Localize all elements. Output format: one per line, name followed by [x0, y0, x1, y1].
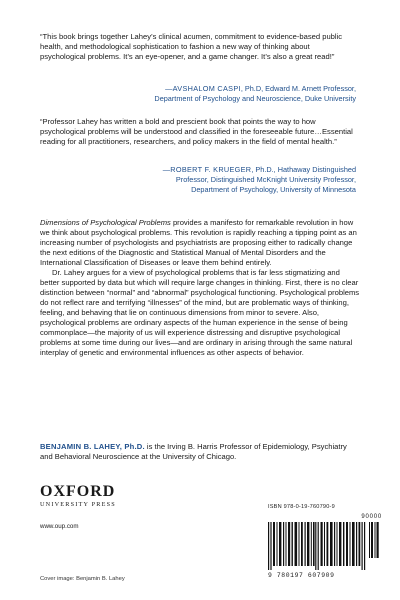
paragraph-text: provides a manifesto for remarkable revolution in how we think about psychological problems. This revolution is rapidly reaching a tipping point as an increasing number of psychologists and psychiatrists are proposing either to radically change the next editions of the Diagnostic and Statistical Manual of Mental Disorders and the International Classification of Diseases or leave them behind entirely. [40, 218, 357, 267]
quote-caspi [40, 32, 355, 62]
attribution-name: —ROBERT F. KRUEGER [162, 165, 252, 174]
author-bio [40, 442, 360, 462]
description [40, 218, 360, 358]
book-title: Dimensions of Psychological Problems [40, 218, 171, 227]
attribution-title-line2: Professor, Distinguished McKnight University Professor, [175, 175, 356, 184]
attribution-department: Department of Psychology, University of Minnesota [191, 185, 356, 194]
cover-credit: Cover image: Benjamin B. Lahey [40, 576, 125, 582]
barcode-digits: 9 780197 607909 [268, 572, 335, 579]
barcode-area [266, 504, 382, 584]
attribution-title: , Ph.D, Edward M. Arnett Professor, [240, 84, 356, 93]
quote-attribution-caspi [56, 84, 356, 104]
publisher-website: www.oup.com [40, 523, 79, 530]
attribution-department: Department of Psychology and Neuroscience, Duke University [154, 94, 356, 103]
author-name: BENJAMIN B. LAHEY, Ph.D. [40, 442, 145, 451]
description-paragraph-1 [40, 218, 360, 268]
logo-main: OXFORD [40, 483, 116, 500]
quote-attribution-krueger [56, 165, 356, 195]
logo-sub: UNIVERSITY PRESS [40, 501, 116, 508]
quote-text: “Professor Lahey has written a bold and prescient book that points the way to how psychological problems will be understood and classified in the foreseeable future…Essential reading for all practitioners, researchers, and policy makers in the field of mental health.” [40, 117, 353, 146]
description-paragraph-2: Dr. Lahey argues for a view of psychological problems that is far less stigmatizing and better supported by data but which will require large changes in thinking. First, there is no clear distinction between “normal” and “abnormal” psychological functioning. Psychological problems do not reflect rare and terrifying “illnesses” of the mind, but are problematic ways of thinking, feeling, and behaving that lie on continuous dimensions from minor to severe. Also, psychological problems are ordinary aspects of the human experience in the sense of being commonplace—the majority of us will experience distressing and disruptive psychological problems at some time during our lives—and are ordinary in arising through the same natural interplay of genetic and environmental influences as other aspects of behavior. [40, 268, 360, 357]
attribution-name: —AVSHALOM CASPI [165, 84, 241, 93]
isbn-text: ISBN 978-0-19-760790-9 [268, 504, 335, 510]
author-bio-text: is the Irving B. Harris Professor of Epidemiology, Psychiatry and Behavioral Neuroscience at the University of Chicago. [40, 442, 347, 461]
attribution-title: , Ph.D., Hathaway Distinguished [251, 165, 356, 174]
price-code: 90000 [361, 514, 382, 520]
oxford-logo [40, 484, 140, 509]
barcode-icon [268, 522, 380, 570]
quote-krueger [40, 117, 355, 147]
quote-text: “This book brings together Lahey’s clinical acumen, commitment to evidence-based public health, and methodological sophistication to fashion a new way of thinking about psychological problems. It’s an eye-opener, and a game changer. It’s also a great read!” [40, 32, 343, 61]
